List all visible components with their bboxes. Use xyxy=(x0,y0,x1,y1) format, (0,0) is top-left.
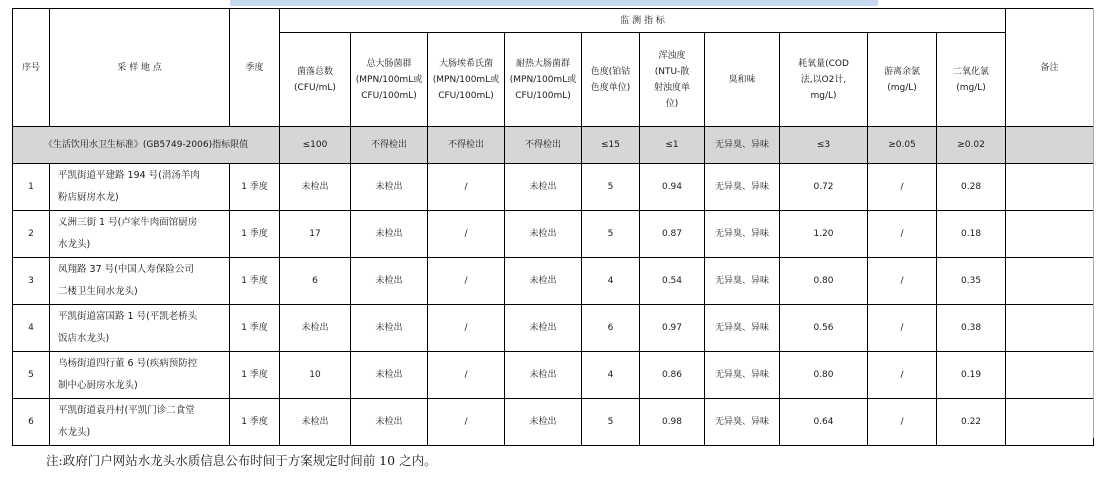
header-season: 季度 xyxy=(230,9,280,127)
limit-value: 不得检出 xyxy=(428,127,505,164)
row-value: 0.64 xyxy=(780,399,868,446)
row-site-line: 乌杨街道四行董 6 号(疾病预防控 xyxy=(58,358,198,369)
header-indicator-line: 臭和味 xyxy=(728,74,756,85)
limit-value: 无异臭、异味 xyxy=(705,127,780,164)
limit-value: ≤15 xyxy=(582,127,640,164)
row-value: / xyxy=(868,399,937,446)
limit-row xyxy=(13,127,1094,164)
row-value: 0.38 xyxy=(937,305,1006,352)
row-site-line: 二楼卫生间水龙头) xyxy=(58,286,138,297)
row-value: 未检出 xyxy=(505,305,582,352)
row-value: 0.35 xyxy=(937,258,1006,305)
row-value: 未检出 xyxy=(280,305,351,352)
row-site-line: 水龙头) xyxy=(58,427,91,438)
row-value: 未检出 xyxy=(351,164,428,211)
row-seq: 1 xyxy=(13,164,50,211)
row-remark xyxy=(1006,211,1094,258)
row-site-line: 平凯街道富国路 1 号(平凯老桥头 xyxy=(58,311,198,322)
header-indicator xyxy=(780,33,868,127)
header-indicator-line: 射浊度单 xyxy=(653,82,690,93)
header-indicator-line: 位) xyxy=(665,98,679,109)
row-value: / xyxy=(428,352,505,399)
header-indicator-line: (MPN/100mL或 xyxy=(509,74,577,85)
row-remark xyxy=(1006,352,1094,399)
row-value: 6 xyxy=(280,258,351,305)
limit-value: ≥0.02 xyxy=(937,127,1006,164)
row-seq: 2 xyxy=(13,211,50,258)
row-season: 1 季度 xyxy=(230,352,280,399)
row-value: 0.86 xyxy=(640,352,705,399)
row-value: 无异臭、异味 xyxy=(705,211,780,258)
table-row xyxy=(13,352,1094,399)
header-indicator xyxy=(280,33,351,127)
header-indicator xyxy=(868,33,937,127)
table-row xyxy=(13,305,1094,352)
row-site-line: 制中心厨房水龙头) xyxy=(58,380,138,391)
header-indicator xyxy=(428,33,505,127)
header-indicator-line: 法,以O2计, xyxy=(800,74,847,85)
header-indicator xyxy=(640,33,705,127)
row-value: 1.20 xyxy=(780,211,868,258)
row-value: 0.22 xyxy=(937,399,1006,446)
row-value: 17 xyxy=(280,211,351,258)
header-indicator-line: 菌落总数 xyxy=(296,66,333,77)
footnote: 注:政府门户网站水龙头水质信息公布时间于方案规定时间前 10 之内。 xyxy=(46,453,437,468)
row-value: 0.80 xyxy=(780,258,868,305)
header-indicator-line: (NTU-散 xyxy=(654,66,690,77)
row-value: 5 xyxy=(582,399,640,446)
header-indicator xyxy=(505,33,582,127)
row-seq: 3 xyxy=(13,258,50,305)
row-value: / xyxy=(868,305,937,352)
row-value: 未检出 xyxy=(505,211,582,258)
row-value: 无异臭、异味 xyxy=(705,258,780,305)
row-season: 1 季度 xyxy=(230,258,280,305)
row-value: / xyxy=(868,211,937,258)
row-value: 0.18 xyxy=(937,211,1006,258)
header-remark: 备注 xyxy=(1006,9,1094,127)
header-indicator-line: (mg/L) xyxy=(887,82,917,93)
header-indicator-line: 耐热大肠菌群 xyxy=(515,58,570,69)
row-season: 1 季度 xyxy=(230,305,280,352)
table-row xyxy=(13,399,1094,446)
row-value: 无异臭、异味 xyxy=(705,164,780,211)
row-value: 10 xyxy=(280,352,351,399)
header-indicator-line: (MPN/100mL或 xyxy=(355,74,423,85)
row-value: 5 xyxy=(582,211,640,258)
row-value: 未检出 xyxy=(351,258,428,305)
row-value: 未检出 xyxy=(351,352,428,399)
header-indicator-line: 总大肠菌群 xyxy=(366,58,412,69)
row-site-line: 凤翔路 37 号(中国人寿保险公司 xyxy=(58,264,194,275)
row-remark xyxy=(1006,164,1094,211)
row-site xyxy=(50,164,230,211)
row-value: 0.54 xyxy=(640,258,705,305)
row-value: 未检出 xyxy=(505,258,582,305)
row-value: 未检出 xyxy=(351,305,428,352)
row-site-line: 水龙头) xyxy=(58,239,91,250)
header-indicator xyxy=(705,33,780,127)
row-value: 未检出 xyxy=(351,399,428,446)
row-value: 4 xyxy=(582,258,640,305)
row-value: 未检出 xyxy=(351,211,428,258)
row-value: 4 xyxy=(582,352,640,399)
row-value: 0.28 xyxy=(937,164,1006,211)
header-indicator-line: CFU/100mL) xyxy=(515,90,571,101)
row-value: / xyxy=(428,258,505,305)
row-value: 0.94 xyxy=(640,164,705,211)
limit-value: ≤3 xyxy=(780,127,868,164)
header-indicator-group: 监 测 指 标 xyxy=(280,9,1006,33)
water-quality-table xyxy=(12,8,1094,446)
row-value: 无异臭、异味 xyxy=(705,352,780,399)
header-indicator-line: 耗氧量(COD xyxy=(798,58,849,69)
row-site-line: 饭店水龙头) xyxy=(58,333,110,344)
row-seq: 5 xyxy=(13,352,50,399)
header-site: 采 样 地 点 xyxy=(50,9,230,127)
header-indicator-line: 色度单位) xyxy=(590,82,631,93)
limit-value: 不得检出 xyxy=(351,127,428,164)
row-value: / xyxy=(428,164,505,211)
header-indicator-line: (MPN/100mL或 xyxy=(432,74,500,85)
header-indicator xyxy=(582,33,640,127)
row-site xyxy=(50,258,230,305)
row-site-line: 粉店厨房水龙) xyxy=(58,192,119,203)
row-value: 0.80 xyxy=(780,352,868,399)
header-indicator-line: 游离余氯 xyxy=(883,66,920,77)
row-value: 未检出 xyxy=(505,352,582,399)
header-indicator-line: (mg/L) xyxy=(956,82,986,93)
row-value: 未检出 xyxy=(505,164,582,211)
header-indicator-line: 大肠埃希氏菌 xyxy=(438,58,493,69)
limit-value: ≤1 xyxy=(640,127,705,164)
row-value: / xyxy=(428,211,505,258)
row-value: 未检出 xyxy=(280,164,351,211)
limit-remark xyxy=(1006,127,1094,164)
row-seq: 6 xyxy=(13,399,50,446)
row-value: 0.72 xyxy=(780,164,868,211)
row-seq: 4 xyxy=(13,305,50,352)
page-edge xyxy=(1093,8,1100,438)
row-value: 未检出 xyxy=(280,399,351,446)
row-site-line: 平凯街道平建路 194 号(涓汤羊肉 xyxy=(58,170,200,181)
header-indicator xyxy=(351,33,428,127)
table-row xyxy=(13,258,1094,305)
row-remark xyxy=(1006,305,1094,352)
row-season: 1 季度 xyxy=(230,164,280,211)
row-site-line: 平凯街道袁丹村(平凯门诊二食堂 xyxy=(58,405,195,416)
limit-value: ≤100 xyxy=(280,127,351,164)
header-seq: 序号 xyxy=(13,9,50,127)
header-indicator-line: 色度(铂钴 xyxy=(590,66,631,77)
table-row xyxy=(13,211,1094,258)
header-indicator-line: CFU/100mL) xyxy=(438,90,494,101)
row-value: / xyxy=(868,164,937,211)
row-value: / xyxy=(868,352,937,399)
row-value: 0.87 xyxy=(640,211,705,258)
row-site xyxy=(50,352,230,399)
top-highlight-bar xyxy=(230,0,878,6)
table-row xyxy=(13,164,1094,211)
limit-value: ≥0.05 xyxy=(868,127,937,164)
header-indicator-line: 浑浊度 xyxy=(658,50,686,61)
header-indicator xyxy=(937,33,1006,127)
row-site xyxy=(50,305,230,352)
row-value: 5 xyxy=(582,164,640,211)
row-value: 0.56 xyxy=(780,305,868,352)
header-indicator-line: 二氧化氯 xyxy=(953,66,990,77)
row-value: 未检出 xyxy=(505,399,582,446)
row-site xyxy=(50,399,230,446)
row-value: 0.98 xyxy=(640,399,705,446)
header-indicator-line: CFU/100mL) xyxy=(361,90,417,101)
row-value: 无异臭、异味 xyxy=(705,305,780,352)
row-value: 0.97 xyxy=(640,305,705,352)
row-season: 1 季度 xyxy=(230,399,280,446)
row-value: 无异臭、异味 xyxy=(705,399,780,446)
row-season: 1 季度 xyxy=(230,211,280,258)
limit-label: 《生活饮用水卫生标准》(GB5749-2006)指标限值 xyxy=(13,127,280,164)
row-value: / xyxy=(428,305,505,352)
row-remark xyxy=(1006,399,1094,446)
row-value: / xyxy=(868,258,937,305)
row-value: / xyxy=(428,399,505,446)
row-site-line: 义洲三街 1 号(卢家牛肉面馆厨房 xyxy=(58,217,198,228)
limit-value: 不得检出 xyxy=(505,127,582,164)
row-value: 0.19 xyxy=(937,352,1006,399)
header-indicator-line: (CFU/mL) xyxy=(294,82,336,93)
row-remark xyxy=(1006,258,1094,305)
row-value: 6 xyxy=(582,305,640,352)
header-indicator-line: mg/L) xyxy=(810,90,837,101)
row-site xyxy=(50,211,230,258)
